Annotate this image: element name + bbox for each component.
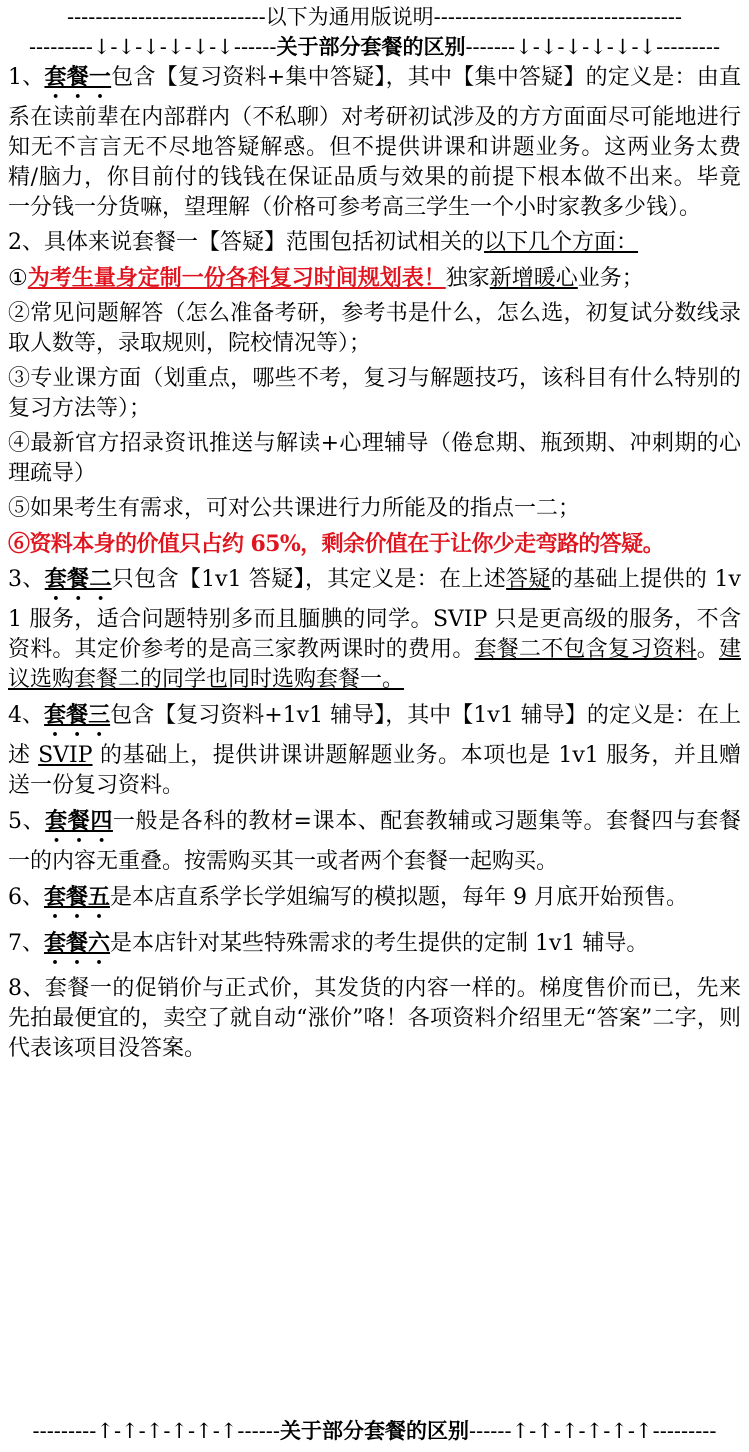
section-title: 关于部分套餐的区别 [276, 34, 466, 59]
sub-item-2: ②常见问题解答（怎么准备考研，参考书是什么，怎么选，初复试分数线录取人数等，录取规则，院校情况等）； [8, 301, 741, 356]
divider-dashes-left: ---------↓-↓-↓-↓-↓-↓------ [28, 35, 277, 59]
underlined-text: 以下几个方面： [484, 230, 639, 255]
item-text: 包含【复习资料+集中答疑】，其中【集中答疑】的定义是：由直系在读前辈在内部群内（不私聊）对考研初试涉及的方方面面尽可能地进行知无不言言无不尽地答疑解惑。但不提供讲课和讲题业务。这两业务太费精/脑力，你目前付的钱钱在保证品质与效果的前提下根本做不出来。毕竟一分钱一分货嘛，望理解（价格可参考高三学生一个小时家教多少钱）。 [8, 65, 741, 220]
divider-dashes-left: ---------↑-↑-↑-↑-↑-↑------ [32, 1419, 280, 1443]
section-divider-top [8, 32, 741, 62]
item-number: 5、 [8, 809, 46, 834]
underlined-text: 答疑 [506, 567, 551, 592]
item-number: 7、 [8, 931, 44, 956]
item-text: 只包含【1v1 答疑】，其定义是：在上述 [111, 567, 507, 592]
divider-dashes-right: -------↓-↓-↓-↓-↓-↓--------- [465, 35, 721, 59]
item-text: 的基础上，提供讲课讲题解题业务。本项也是 1v1 服务，并且赠送一份复习资料。 [8, 743, 742, 798]
underlined-text: SVIP [38, 743, 93, 768]
sub-item-1 [8, 263, 741, 294]
package-name: 套餐二 [44, 566, 112, 592]
underlined-text: 新增暖心 [489, 266, 578, 291]
item-4 [8, 700, 741, 801]
section-title: 关于部分套餐的区别 [280, 1418, 469, 1443]
item-number: 3、 [8, 567, 45, 592]
item-6 [8, 882, 741, 923]
item-7 [8, 928, 741, 969]
sub-item-5: ⑤如果考生有需求，可对公共课进行力所能及的指点一二； [8, 496, 581, 521]
item-5 [8, 806, 741, 877]
item-text: 一般是各科的教材=课本、配套教辅或习题集等。套餐四与套餐一的内容无重叠。按需购买其一或者两个套餐一起购买。 [8, 809, 742, 874]
package-name: 套餐四 [45, 808, 113, 834]
sub-item-text: 独家 [445, 266, 490, 291]
package-name: 套餐五 [44, 884, 111, 910]
sub-item-3: ③专业课方面（划重点，哪些不考，复习与解题技巧，该科目有什么特别的复习方法等）； [8, 366, 741, 421]
item-number: 4、 [8, 703, 45, 728]
item-number: 1、 [8, 65, 45, 90]
item-text: 是本店直系学长学姐编写的模拟题，每年 9 月底开始预售。 [110, 885, 689, 910]
section-divider-bottom [8, 1416, 741, 1446]
package-name: 套餐三 [44, 702, 111, 728]
sub-item-6: ⑥资料本身的价值只占约 65%，剩余价值在于让你少走弯路的答疑。 [8, 531, 664, 557]
divider-dashes-right: ------↑-↑-↑-↑-↑-↑--------- [469, 1419, 717, 1443]
item-3 [8, 564, 741, 695]
item-8: 8、套餐一的促销价与正式价，其发货的内容一样的。梯度售价而已，先来先拍最便宜的，卖空了就自动“涨价”咯！各项资料介绍里无“答案”二字，则代表该项目没答案。 [8, 976, 741, 1061]
item-text: 是本店针对某些特殊需求的考生提供的定制 1v1 辅导。 [110, 931, 649, 956]
item-text: 的基础上提供的 1v1 服务，适合问题特别多而且腼腆的同学。SVIP 只是更高级的服务，不含资料。其定价参考的是高三家教两课时的费用。 [8, 567, 741, 662]
underlined-text: 套餐二不包含复习资料 [474, 637, 697, 662]
item-2 [8, 228, 741, 258]
sub-item-text-end: 业务； [577, 266, 644, 291]
general-version-header: ----------------------------以下为通用版说明----------------------------------- [66, 5, 683, 29]
package-name: 套餐一 [44, 64, 112, 90]
item-number: 6、 [8, 885, 44, 910]
highlight-red-text: 为考生量身定制一份各科复习时间规划表！ [27, 265, 446, 291]
item-text: 2、具体来说套餐一【答疑】范围包括初试相关的 [8, 230, 484, 255]
sub-item-number: ① [8, 266, 28, 291]
sub-item-4: ④最新官方招录资讯推送与解读+心理辅导（倦怠期、瓶颈期、冲刺期的心理疏导） [8, 431, 741, 486]
item-1 [8, 62, 741, 223]
item-text: 包含【复习资料+1v1 辅导】，其中【1v1 辅导】的定义是：在上述 [8, 703, 741, 768]
item-text: 。 [696, 637, 719, 662]
underlined-recommendation: 建议选购套餐二的同学也同时选购套餐一。 [8, 637, 741, 692]
package-name: 套餐六 [44, 930, 111, 956]
